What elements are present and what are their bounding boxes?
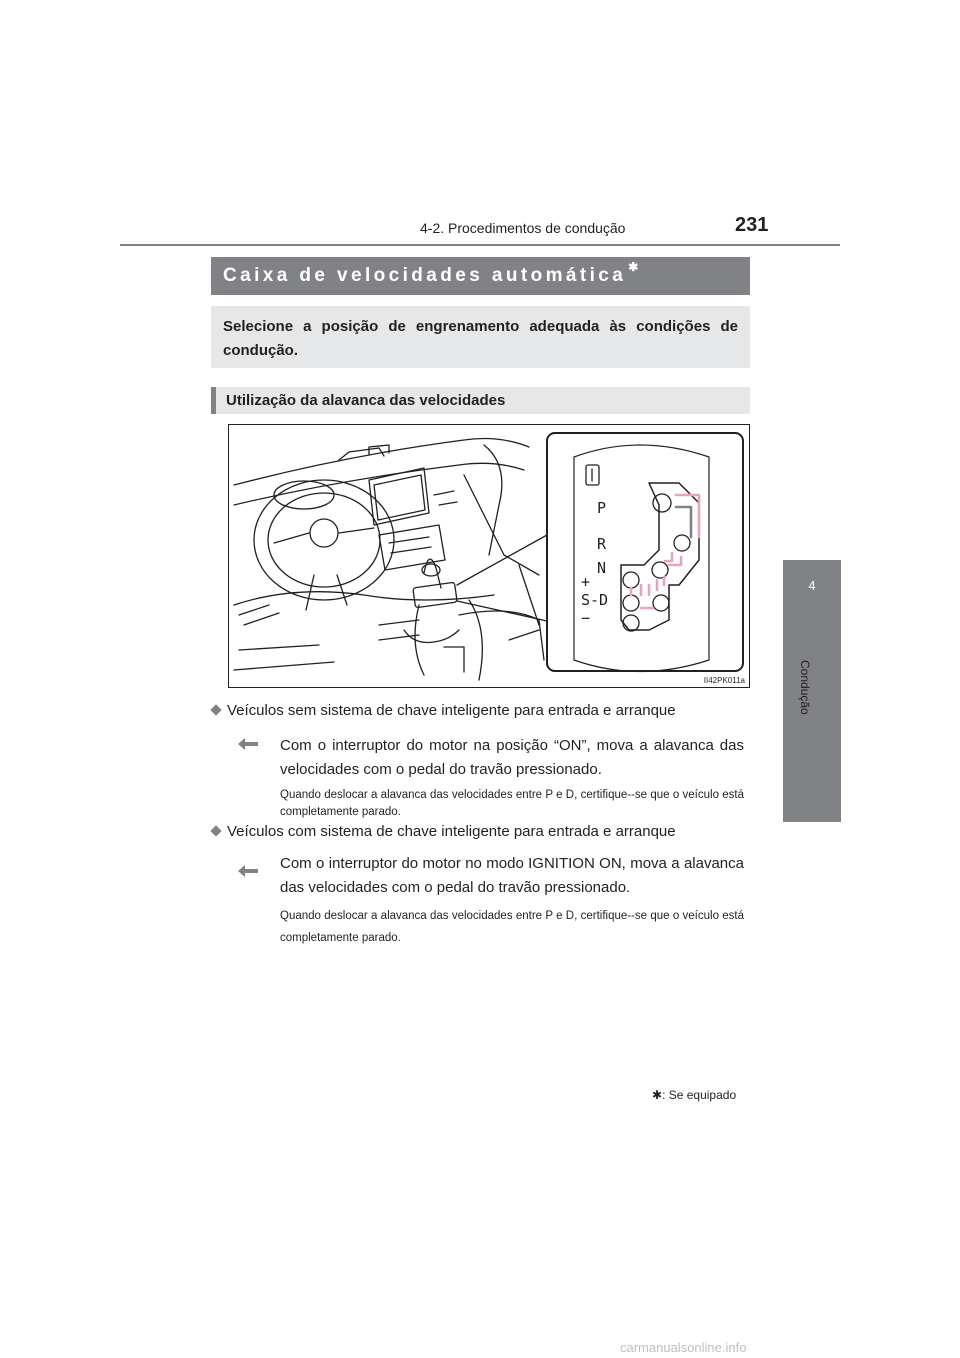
footnote-text: : Se equipado <box>662 1088 737 1102</box>
note-text-1: Quando deslocar a alavanca das velocidades entre P e D, certifique--se que o veículo está completamente parado. <box>280 789 744 818</box>
instruction-text-2: Com o interruptor do motor no modo IGNITION ON, mova a alavanca das velocidades com o pedal do travão pressionado. <box>280 855 744 896</box>
gate-position-minus <box>623 615 639 631</box>
gate-position-p <box>653 494 671 512</box>
diamond-bullet-icon <box>210 704 221 715</box>
diamond-bullet-icon <box>210 825 221 836</box>
gate-position-d <box>653 595 669 611</box>
chapter-tab-number: 4 <box>808 578 816 593</box>
section-title-text: Caixa de velocidades automática <box>223 265 627 286</box>
instruction-text-1: Com o interruptor do motor na posição “ON”, mova a alavanca das velocidades com o pedal do travão pressionado. <box>280 737 744 778</box>
gate-label-plus: + <box>581 573 591 591</box>
header-section-title: 4-2. Procedimentos de condução <box>420 220 626 236</box>
watermark: carmanualsonline.info <box>620 1340 747 1355</box>
arrow-left-icon <box>237 864 259 878</box>
gate-label-sd: S-D <box>581 591 609 609</box>
shift-gate-inset <box>547 433 743 671</box>
gate-position-sd <box>623 595 639 611</box>
shift-gate-plate <box>574 445 709 672</box>
bullet-heading-1 <box>212 702 676 719</box>
footnote-marker: ✱ <box>652 1088 663 1102</box>
chapter-tab <box>783 560 841 822</box>
header-rule <box>120 244 840 246</box>
intro-box: Selecione a posição de engrenamento adequada às condições de condução. <box>211 306 750 368</box>
bullet-heading-text: Veículos com sistema de chave inteligente para entrada e arranque <box>227 823 676 840</box>
subheading: Utilização da alavanca das velocidades <box>211 387 750 414</box>
shift-lever-figure <box>228 424 750 688</box>
page-number: 231 <box>735 214 769 236</box>
dashboard-drawing <box>234 439 544 680</box>
bullet-heading-text: Veículos sem sistema de chave inteligente para entrada e arranque <box>227 702 676 719</box>
bullet-heading-2 <box>212 823 676 840</box>
footnote <box>652 1088 736 1102</box>
gate-slot <box>621 483 699 630</box>
figure-code: II42PK011a <box>703 676 745 685</box>
gate-label-n: N <box>597 559 607 577</box>
gate-position-r <box>674 535 690 551</box>
gate-position-n <box>652 562 668 578</box>
note-text-2: Quando deslocar a alavanca das velocidades entre P e D, certifique--se que o veículo está completamente parado. <box>280 910 744 944</box>
figure-illustration <box>229 425 749 687</box>
gate-label-r: R <box>597 535 607 553</box>
equipped-marker: ✱ <box>628 260 642 274</box>
gate-label-p: P <box>597 499 607 517</box>
chapter-tab-label: Condução <box>798 660 812 715</box>
gate-position-plus <box>623 572 639 588</box>
gate-label-minus: − <box>581 609 591 627</box>
section-title <box>211 257 750 295</box>
arrow-left-icon <box>237 737 259 751</box>
